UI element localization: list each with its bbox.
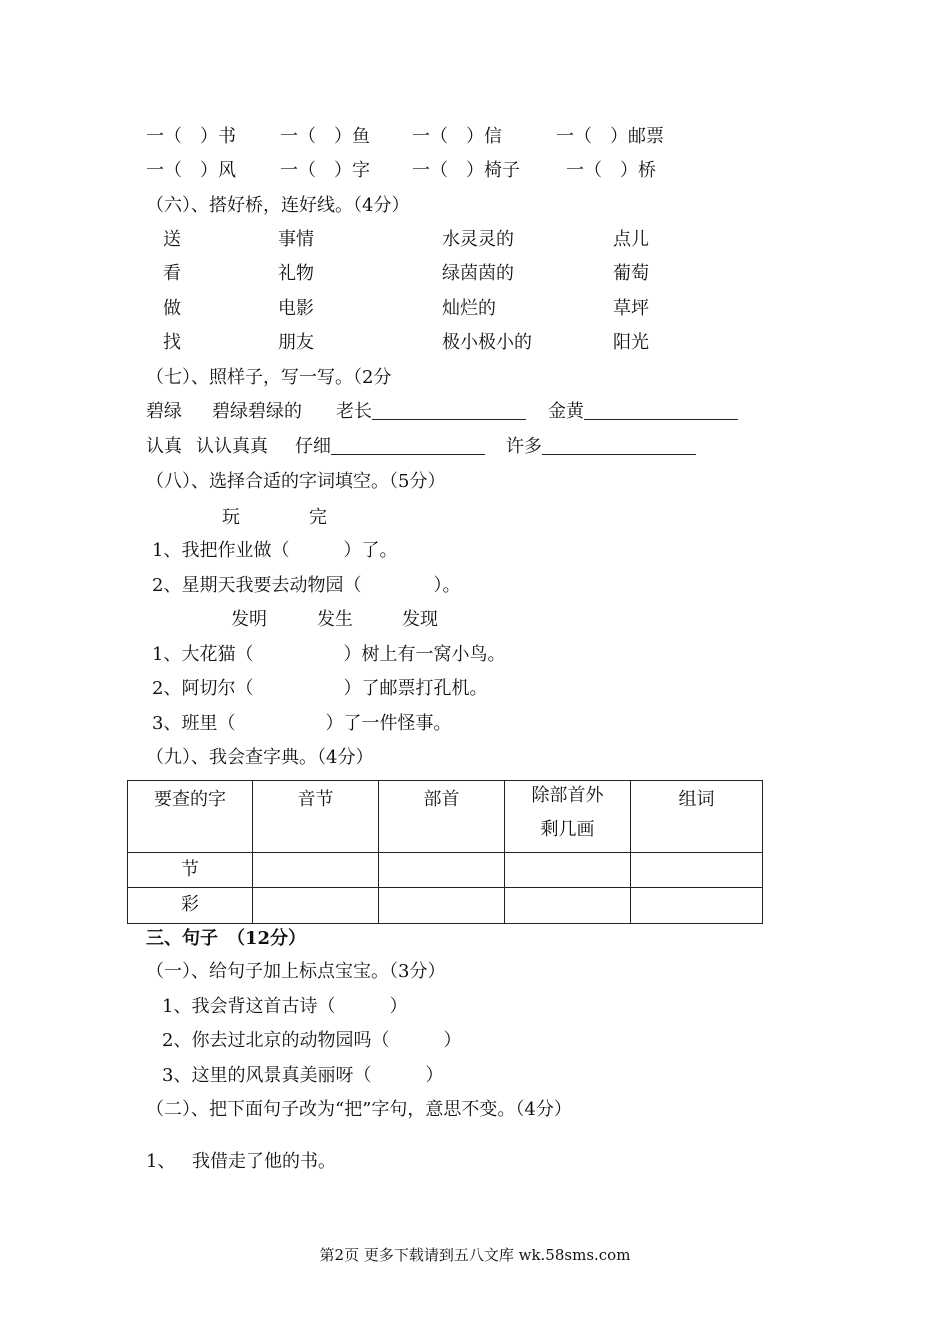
match-adjective: 灿烂的 xyxy=(442,298,496,319)
table-row xyxy=(128,853,763,888)
match-verb: 看 xyxy=(163,263,181,284)
header-cell: 音节 xyxy=(253,781,379,853)
word-choice: 完 xyxy=(309,507,327,528)
match-adjective: 水灵灵的 xyxy=(442,229,514,250)
section-7-title: （七）、照样子，写一写。（2分 xyxy=(146,367,392,388)
answer-cell[interactable] xyxy=(253,853,379,888)
lookup-char: 节 xyxy=(128,853,253,888)
measure-item: 一（ ）信 xyxy=(412,126,502,147)
match-noun: 电影 xyxy=(278,298,314,319)
match-noun: 事情 xyxy=(278,229,314,250)
word-choice: 玩 xyxy=(222,507,240,528)
fill-item: 3、班里（ ）了一件怪事。 xyxy=(152,713,452,734)
header-cell-line: 除部首外 xyxy=(531,785,604,806)
section-6-title: （六）、搭好桥，连好线。（4分） xyxy=(146,195,410,216)
match-adjective: 绿茵茵的 xyxy=(442,263,514,284)
question-word: 金黄 xyxy=(548,401,584,422)
header-cell: 部首 xyxy=(379,781,505,853)
match-object: 草坪 xyxy=(613,298,649,319)
subsection-2-title: （二）、把下面句子改为“把”字句，意思不变。（4分） xyxy=(146,1099,572,1120)
table-row xyxy=(128,888,763,924)
answer-cell[interactable] xyxy=(505,888,631,924)
fill-item: 2、星期天我要去动物园（ ）。 xyxy=(152,575,461,596)
word-choice: 发现 xyxy=(402,609,438,630)
match-verb: 找 xyxy=(163,332,181,353)
answer-cell[interactable] xyxy=(379,853,505,888)
question-word: 仔细 xyxy=(295,436,331,457)
punctuation-item: 1、我会背这首古诗（ ） xyxy=(162,996,408,1017)
answer-cell[interactable] xyxy=(505,853,631,888)
match-noun: 朋友 xyxy=(278,332,314,353)
measure-item: 一（ ）邮票 xyxy=(556,126,664,147)
question-word: 老长 xyxy=(336,401,372,422)
measure-item: 一（ ）书 xyxy=(146,126,236,147)
page-footer: 第2页 更多下载请到五八文库 wk.58sms.com xyxy=(319,1246,631,1264)
punctuation-item: 2、你去过北京的动物园吗（ ） xyxy=(162,1030,462,1051)
match-verb: 做 xyxy=(163,298,181,319)
example-answer: 认认真真 xyxy=(196,436,268,457)
section-9-title: （九）、我会查字典。（4分） xyxy=(146,747,374,768)
question-word: 许多 xyxy=(506,436,542,457)
answer-line[interactable] xyxy=(542,437,696,455)
example-word: 认真 xyxy=(146,436,182,457)
header-cell xyxy=(505,781,631,853)
measure-item: 一（ ）风 xyxy=(146,160,236,181)
measure-item: 一（ ）鱼 xyxy=(280,126,370,147)
match-object: 葡萄 xyxy=(613,263,649,284)
dictionary-table xyxy=(127,780,763,924)
example-answer: 碧绿碧绿的 xyxy=(212,401,302,422)
sentence-item: 我借走了他的书。 xyxy=(192,1151,336,1172)
section-3-title: 三、句子 （12分） xyxy=(146,928,307,949)
answer-cell[interactable] xyxy=(631,853,763,888)
sentence-number: 1、 xyxy=(146,1151,176,1172)
example-word: 碧绿 xyxy=(146,401,182,422)
match-noun: 礼物 xyxy=(278,263,314,284)
section-8-title: （八）、选择合适的字词填空。（5分） xyxy=(146,471,446,492)
match-adjective: 极小极小的 xyxy=(442,332,532,353)
subsection-1-title: （一）、给句子加上标点宝宝。（3分） xyxy=(146,961,446,982)
match-verb: 送 xyxy=(163,229,181,250)
measure-item: 一（ ）椅子 xyxy=(412,160,520,181)
match-object: 阳光 xyxy=(613,332,649,353)
answer-cell[interactable] xyxy=(631,888,763,924)
answer-line[interactable] xyxy=(372,402,526,420)
fill-item: 2、阿切尔（ ）了邮票打孔机。 xyxy=(152,678,488,699)
table-header-row xyxy=(128,781,763,853)
measure-item: 一（ ）桥 xyxy=(566,160,656,181)
word-choice: 发明 xyxy=(231,609,267,630)
punctuation-item: 3、这里的风景真美丽呀（ ） xyxy=(162,1065,444,1086)
fill-item: 1、我把作业做（ ）了。 xyxy=(152,540,398,561)
header-cell: 组词 xyxy=(631,781,763,853)
match-object: 点儿 xyxy=(613,229,649,250)
fill-item: 1、大花猫（ ）树上有一窝小鸟。 xyxy=(152,644,506,665)
header-cell-line: 剩几画 xyxy=(540,819,595,840)
answer-cell[interactable] xyxy=(379,888,505,924)
answer-cell[interactable] xyxy=(253,888,379,924)
lookup-char: 彩 xyxy=(128,888,253,924)
word-choice: 发生 xyxy=(317,609,353,630)
header-cell: 要查的字 xyxy=(128,781,253,853)
measure-item: 一（ ）字 xyxy=(280,160,370,181)
answer-line[interactable] xyxy=(584,402,738,420)
answer-line[interactable] xyxy=(331,437,485,455)
